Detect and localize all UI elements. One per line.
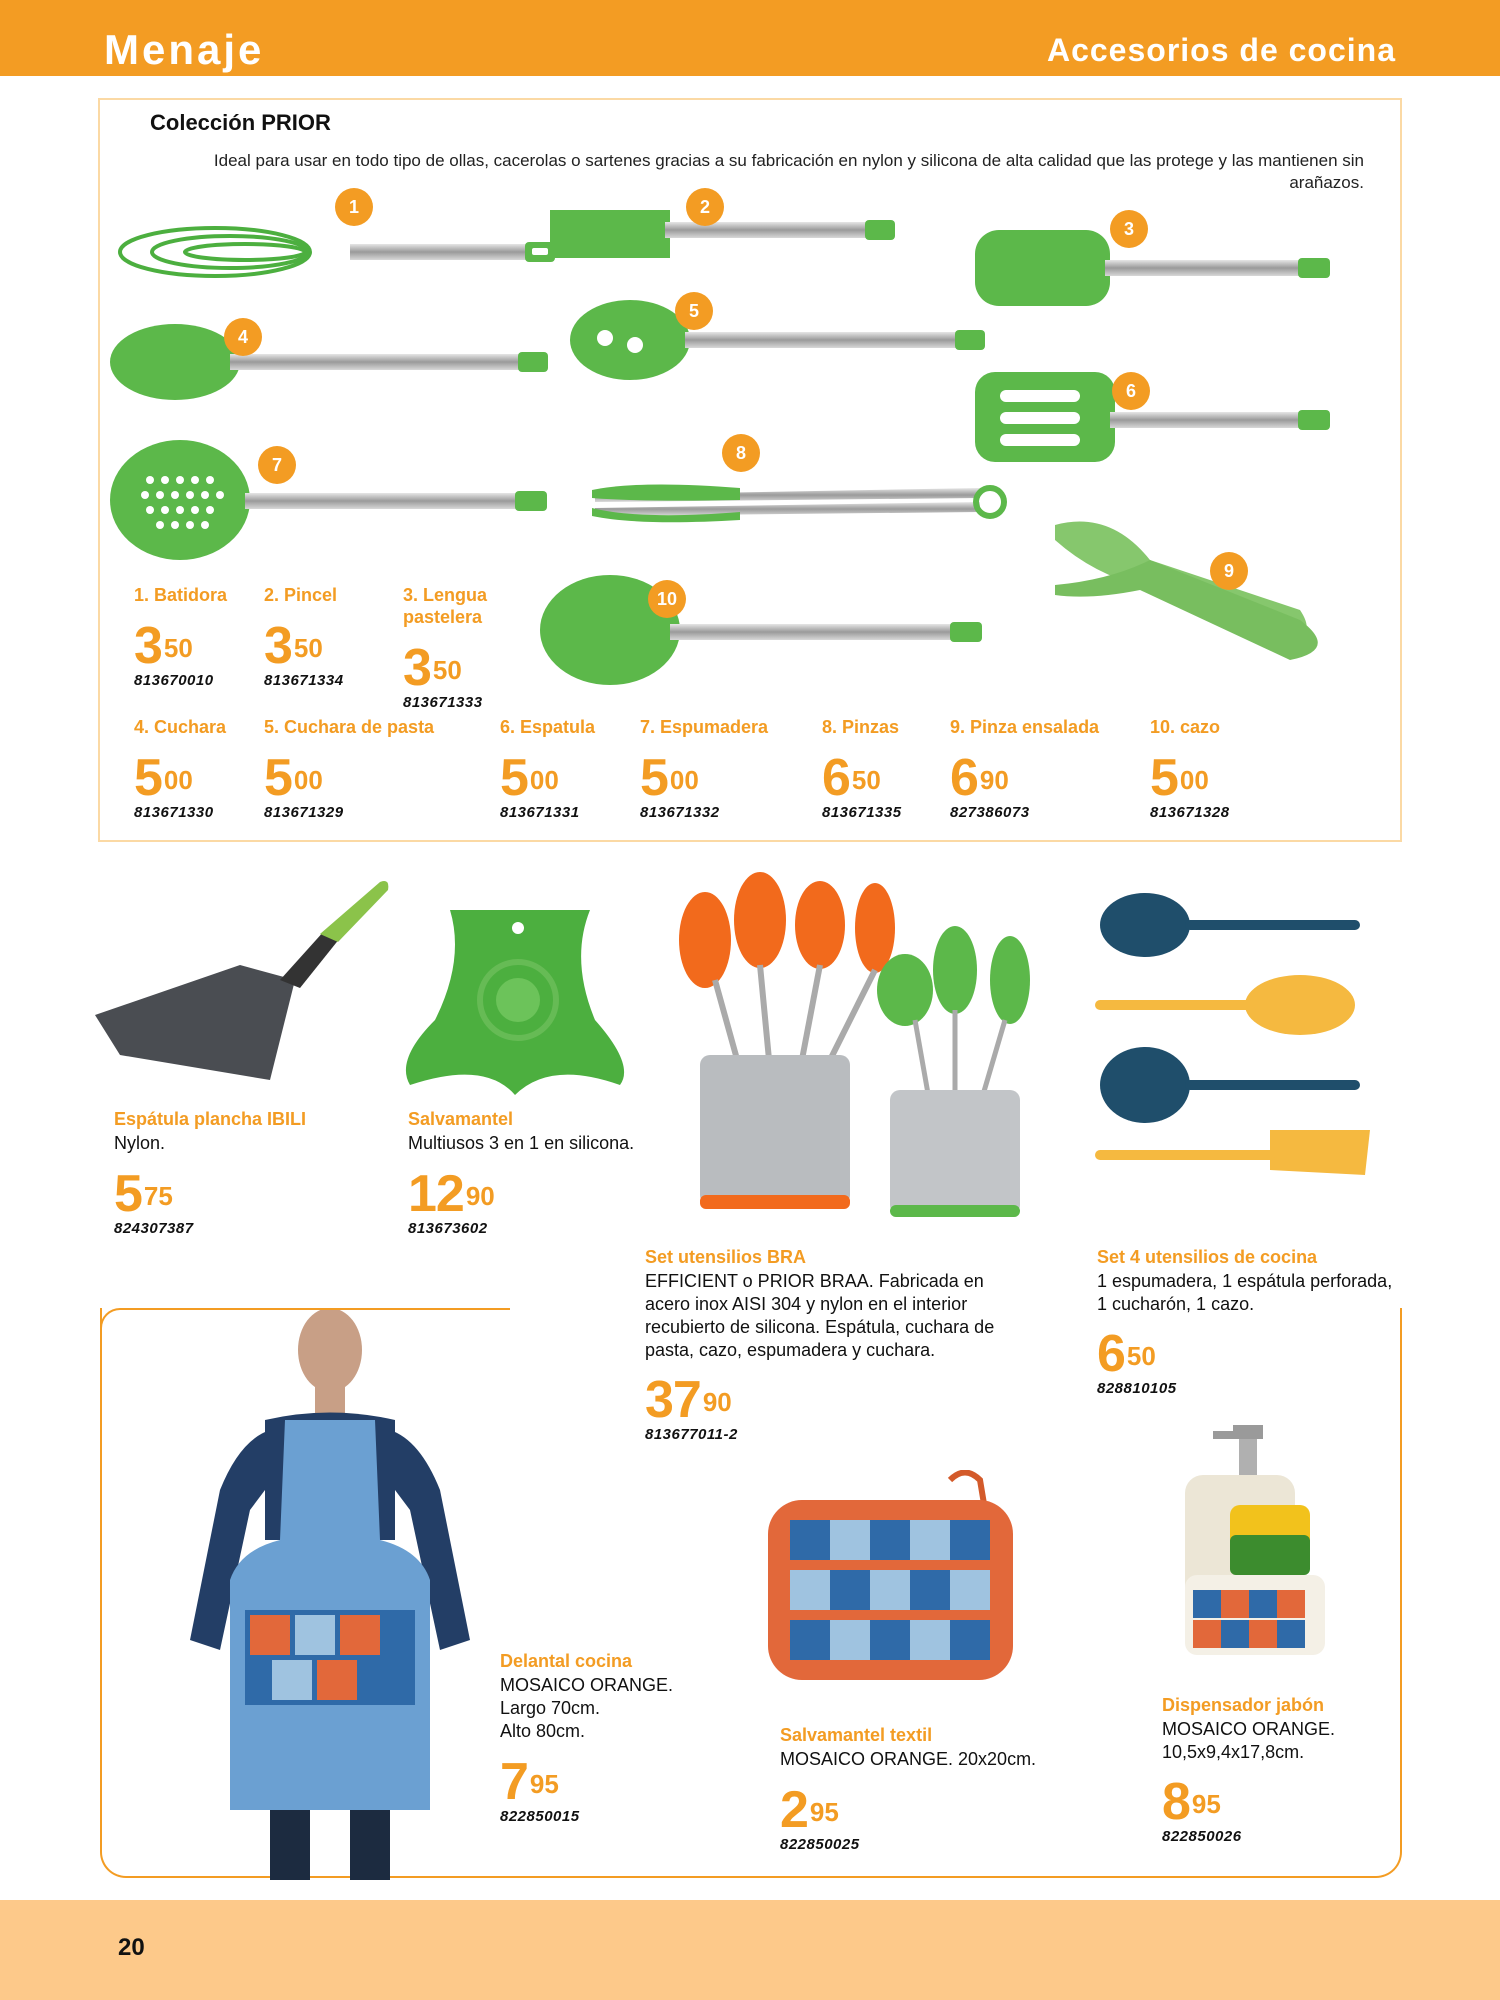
item-price-7: $5^{00}$ (640, 749, 699, 807)
item-name-8: 8. Pinzas (822, 717, 900, 737)
salvamantel-ref: 813673602 (408, 1220, 488, 1237)
item-ref-4: 813671330 (134, 804, 214, 821)
item-ref-5: 813671329 (264, 804, 344, 821)
jabon-price: $8^{95}$ (1162, 1773, 1221, 1831)
badge-8: 8 (722, 434, 760, 472)
jabon-line1: MOSAICO ORANGE. (1162, 1719, 1336, 1739)
set4-desc: 1 espumadera, 1 espátula perforada, 1 cucharón, 1 cazo. (1097, 1271, 1393, 1314)
item-price-3: $3^{50}$ (403, 639, 462, 697)
item-price-9: $6^{90}$ (950, 749, 1009, 807)
item-name-5: 5. Cuchara de pasta (264, 717, 435, 737)
textil-desc: MOSAICO ORANGE. 20x20cm. (780, 1749, 1037, 1769)
badge-7: 7 (258, 446, 296, 484)
spatula-image (975, 230, 1330, 306)
textile-trivet-image (760, 1470, 1020, 1690)
badge-9: 9 (1210, 552, 1248, 590)
ibili-price: $5^{75}$ (114, 1165, 173, 1223)
badge-1: 1 (335, 188, 373, 226)
item-name-6: 6. Espatula (500, 717, 596, 737)
collection-description: Ideal para usar en todo tipo de ollas, cacerolas o sartenes gracias a su fabricación en nylon y silicona de alta calidad que las protege y las mantienen sin arañazos. (213, 151, 1364, 192)
jabon-line2: 10,5x9,4x17,8cm. (1162, 1742, 1305, 1762)
item-ref-1: 813670010 (134, 672, 214, 689)
item-name-3: 3. Lengua pastelera (403, 585, 488, 627)
tongs-image (592, 484, 1004, 522)
badge-6: 6 (1112, 372, 1150, 410)
delantal-price: $7^{95}$ (500, 1753, 559, 1811)
jabon-name: Dispensador jabón (1162, 1695, 1325, 1715)
jabon-ref: 822850026 (1162, 1828, 1242, 1845)
textil-name: Salvamantel textil (780, 1725, 933, 1745)
salvamantel-name: Salvamantel (408, 1109, 514, 1129)
item-name-10: 10. cazo (1150, 717, 1221, 737)
bra-name: Set utensilios BRA (645, 1247, 807, 1267)
item-name-9: 9. Pinza ensalada (950, 717, 1100, 737)
whisk-image (120, 228, 555, 276)
ibili-name: Espátula plancha IBILI (114, 1109, 307, 1129)
spoon-image (110, 324, 548, 400)
textil-ref: 822850025 (780, 1836, 860, 1853)
item-price-8: $6^{50}$ (822, 749, 881, 807)
apron-image (180, 1310, 480, 1880)
bra-set-image (660, 870, 1060, 1230)
delantal-line2: Largo 70cm. (500, 1698, 601, 1718)
item-price-5: $5^{00}$ (264, 749, 323, 807)
bra-ref: 813677011-2 (645, 1426, 738, 1443)
delantal-line1: MOSAICO ORANGE. (500, 1675, 674, 1695)
textil-price: $2^{95}$ (780, 1781, 839, 1839)
collection-title: Colección PRIOR (150, 110, 331, 135)
trivet-image (390, 900, 640, 1100)
item-ref-8: 813671335 (822, 804, 902, 821)
item-price-6: $5^{00}$ (500, 749, 559, 807)
badge-4: 4 (224, 318, 262, 356)
badge-3: 3 (1110, 210, 1148, 248)
set4-price: $6^{50}$ (1097, 1325, 1156, 1383)
ibili-ref: 824307387 (114, 1220, 194, 1237)
soap-dispenser-image (1175, 1425, 1335, 1665)
item-ref-3: 813671333 (403, 694, 483, 711)
set4-name: Set 4 utensilios de cocina (1097, 1247, 1318, 1267)
badge-5: 5 (675, 292, 713, 330)
salvamantel-price: $12^{90}$ (408, 1165, 495, 1223)
bra-price: $37^{90}$ (645, 1371, 732, 1429)
page-number: 20 (118, 1934, 145, 1961)
item-ref-10: 813671328 (1150, 804, 1230, 821)
item-ref-2: 813671334 (264, 672, 344, 689)
item-ref-7: 813671332 (640, 804, 720, 821)
salvamantel-desc: Multiusos 3 en 1 en silicona. (408, 1133, 635, 1153)
slotted-spatula-image (975, 372, 1330, 462)
item-name-7: 7. Espumadera (640, 717, 769, 737)
item-ref-9: 827386073 (950, 804, 1030, 821)
set4-image (1090, 870, 1380, 1210)
section-title: Menaje (104, 26, 265, 73)
pasta-spoon-image (570, 300, 985, 380)
salad-tongs-image (1055, 522, 1318, 660)
delantal-name: Delantal cocina (500, 1651, 633, 1671)
skimmer-image (110, 440, 547, 560)
bra-desc: EFFICIENT o PRIOR BRAA. Fabricada en acero inox AISI 304 y nylon en el interior recubierto de silicona. Espátula, cuchara de pasta, cazo, espumadera y cuchara. (645, 1271, 995, 1360)
item-price-4: $5^{00}$ (134, 749, 193, 807)
page-footer (0, 1900, 1500, 2000)
item-name-2: 2. Pincel (264, 585, 338, 605)
item-name-4: 4. Cuchara (134, 717, 227, 737)
item-ref-6: 813671331 (500, 804, 580, 821)
delantal-ref: 822850015 (500, 1808, 580, 1825)
item-price-1: $3^{50}$ (134, 617, 193, 675)
item-price-2: $3^{50}$ (264, 617, 323, 675)
ibili-desc: Nylon. (114, 1133, 166, 1153)
item-price-10: $5^{00}$ (1150, 749, 1209, 807)
badge-10: 10 (648, 580, 686, 618)
ladle-image (540, 575, 982, 685)
item-name-1: 1. Batidora (134, 585, 228, 605)
delantal-line3: Alto 80cm. (500, 1721, 586, 1741)
category-title: Accesorios de cocina (1046, 32, 1396, 68)
brush-image (550, 210, 895, 258)
set4-ref: 828810105 (1097, 1380, 1177, 1397)
badge-2: 2 (686, 188, 724, 226)
ibili-spatula-image (90, 870, 400, 1090)
